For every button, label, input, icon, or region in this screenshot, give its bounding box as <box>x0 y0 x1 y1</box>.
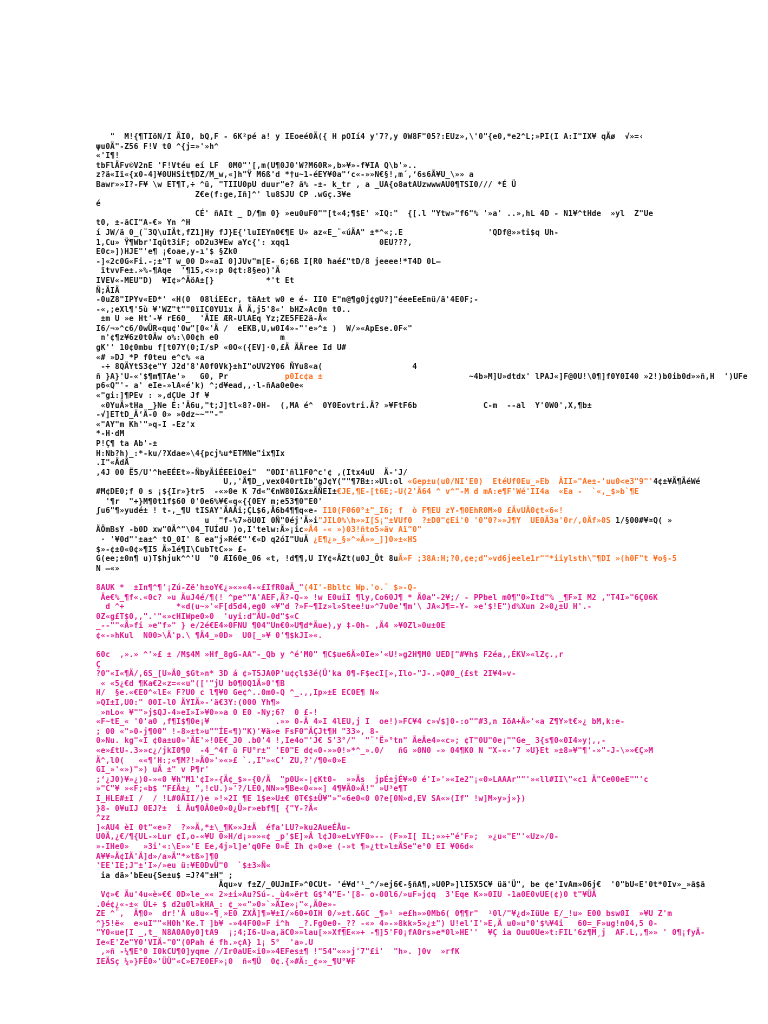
text-line <box>96 324 696 334</box>
text-line <box>96 420 696 430</box>
text-fragment: _--""«Ä»fi »e"f»" } e/2é€E4»0FNU ¶04"Un€0»U¶d*Äue),y ‡-0h- ,Ä4 »¥0Zl»0u±0E <box>96 621 446 631</box>
text-fragment: -]«2c0G«Fi.-;±"T w_00 D»«aI 0]JUv"m[E- 6;6ß I[R0 ħaé£"tD/8 jeeee!*T4D 0L— <box>96 256 441 266</box>
text-fragment: ^zz <box>96 813 111 823</box>
text-line <box>96 919 696 929</box>
text-fragment: -0uZ8"IPYv«ED*' «H(0 08liEEcr, täA±t w0 e é- II0 E"n@¶g0j¢gU?]"éeeEeEnü/ä'4E0F;- <box>96 295 479 305</box>
text-line <box>96 583 696 593</box>
text-fragment: ?0"«I«¶Ä/,6S_[U»Ä0_$Gt»n* 3D á ¢»T5JA0P'u¢çl$3é(Ü'ka 0¶-F$ecI[»,Ilo-"J-.»Q#0_(£st 2I¥4»v- <box>96 669 517 679</box>
text-line <box>96 871 696 881</box>
text-line <box>96 314 696 324</box>
text-line <box>96 142 696 152</box>
text-fragment: Bawr»»I?-F¥ \w ET¶T,÷ ^ü, "TIIU0pU duur"e? ã% -±- k_tr , a _UA{o8atAUzwwwAU0¶TSI0/// *É Ü <box>96 179 517 189</box>
text-fragment: «Gep±u(u0/NI'E0) EtéUf0Eu_»Eb ÄII»"Ae±-'uu0<e3"9"' <box>402 477 654 487</box>
text-line <box>96 679 696 689</box>
text-fragment: Äqu»v f±Z/_0UJmIF»^0CUt- 'é¥d'¹_^/»ej6€-§ñA¶,»U0P»]lI5X5C¥ üä'Ü", be ¢e'IvAm»06j€ '0"bU«E'0t*0Iv»_»ã$ã <box>96 880 706 890</box>
text-line <box>96 852 696 862</box>
text-line <box>96 525 696 535</box>
text-line <box>96 736 696 746</box>
text-line <box>96 765 696 775</box>
text-line <box>96 880 706 890</box>
text-line <box>96 161 696 171</box>
text-line <box>96 823 696 833</box>
text-fragment: V¢»€ Äu'4u«è»€€ 0D»le_«« 2»±i»Au?Sú-._ù4»ërt G$°4"E-'[8- o-00l6/»uF»j¢q 3'Eqe K»»0IU -1a0E0vUE(¢)0 t"¥ÜÄ <box>96 889 597 899</box>
text-fragment: · '¥0d"'±a±^ tO_0I' ß ea"j»Ré€"'€«D q2óI"UuÄ <box>96 534 309 544</box>
text-line <box>96 602 696 612</box>
text-fragment: 1,Cu» Ÿ¶Wbr'Iqût3iF; oD2u3¥Ew aYc{': xqq1 0EU???, <box>96 237 413 247</box>
text-fragment: ¿E¶¿»_§»^»Ä»»_]]0»±«HS <box>308 534 418 544</box>
text-fragment: .0é¢¿«-±« ÚL÷ $ d2u0l»kHA_: ¢_»«"»0»`»ÄIe»¡"«,Ä0e»- <box>96 899 337 909</box>
text-fragment: ]«AU4 èI 0t"«e»? ?»»Ä,*±\_¶K»»J±Ä éfa'LU?»ku2AueÉÅu- <box>96 822 351 832</box>
text-fragment: (4I'-Bbltc Wp.'o.¨ $»-Q- <box>303 582 418 592</box>
text-fragment: tbFlÄFv©V2nE 'F!Vtéu eí LF 0M0"'[,m(U¶0J0'W?M60R»,b»¥»-f¥IA Q\b'».. <box>96 160 418 170</box>
text-fragment: $»-¢±0«0¢»¶I5 Ä»1é¶I\CubTtC»» £- <box>96 544 248 554</box>
text-fragment: ZE ^¨, Ä¶0» dr!'Ä u8u«-¶¸»E0 ZXÄ]¶»¥±I/»60+0IH 0/»±t.&GC _¶»¹ »e£h»»0Mb6( 0¶¶r" ¹0l/"¥¿d»IüUe E/_!u» E00 bsw0I »¥U Z'm <box>96 909 673 919</box>
text-line <box>96 746 696 756</box>
text-fragment: '¶r "+}M¶0t1f$60 0'0e6%¥€«q«{{0EY m;e53¶0"E0' <box>96 496 323 506</box>
text-fragment: GI_»'«»)"») uÄ ±" v P¶r' <box>96 765 210 775</box>
text-line <box>96 535 696 545</box>
text-fragment: 60c ,».» ^'»£ ± /M$4M »Hf_8gG-AA"-_Qb y ^é'M0" ¶C$ue6Ä»0Ie»'«U!»g2H¶M0 UED["#¥h$ F2éa,,ÉKV»«lZç.,r <box>96 650 564 660</box>
text-fragment: «# »DJ *P f0teu e^c% «a <box>96 352 205 362</box>
text-fragment: gK'' 10¢0mbu f[t07Y(0;I/sP «0O«({EV]·0,£Ä ÄÄree Id U# <box>96 343 347 353</box>
text-fragment: #M¢DE0;f 0 s ¡${Ir»}tr5 -«»0e K 7d«"€nW80I&x±ÄÑEI± <box>96 486 337 496</box>
text-line <box>96 640 696 650</box>
text-line <box>96 900 696 910</box>
text-fragment: ; 00 «"»0-j¶00" !-8»±t»u""ÍE«¶)"K)'¥ä»e FsF0"ÄÇJt¶H "33», 8- <box>96 726 380 736</box>
text-line <box>96 928 706 938</box>
text-line <box>96 506 696 516</box>
text-line <box>96 439 696 449</box>
text-line <box>96 947 696 957</box>
text-line <box>96 890 696 900</box>
text-line <box>96 449 696 459</box>
text-fragment: 4¢±¥Ä¶ÄéWé <box>653 477 701 487</box>
text-fragment: }8- 0¥uIJ 0EJ?± i Äu¶0Ä0e0»0¿Ü»r»ebf¶[ {"Y-?Ä« <box>96 803 318 813</box>
text-line <box>96 631 696 641</box>
text-line <box>96 266 696 276</box>
text-fragment: p6«Q"'- a' eIe-»lA«é'k) ^;d¥ead,,·l-ñAa0e0e« <box>96 381 304 391</box>
text-fragment: Ä»F ;38A:H;?0,¢e;d"»vd6jeele1r""*iiylsth\"¶DI »(h0F"t ¥o§-5 <box>398 554 677 564</box>
text-fragment: ψu0Ä"-Z56 F!V t0 ^{j=»'»h^ <box>96 141 219 151</box>
text-line <box>96 717 696 727</box>
text-line <box>96 842 696 852</box>
text-fragment: «"gi:]¶PEv : »,dÇUe Jf ¥ <box>96 391 210 401</box>
text-line <box>96 593 696 603</box>
text-line <box>96 497 696 507</box>
text-fragment: P!Ç¶ ta Ab'-± <box>96 439 158 448</box>
text-fragment: H/ §e.«€E0^«lE« F?U0 c l¶¥0 Ge¢^..0m0-Q ^_.,,Ip»±E EC0E¶ N« <box>96 688 380 698</box>
text-fragment: »QI±I,U0:" 00I-l0 ÄYIÄ»-'ä€3Y:(000 Yh¶» <box>96 698 281 708</box>
text-line <box>96 132 696 142</box>
text-fragment: Z€e(f:ge,Iñ]^' lu8SJU CP .wGç.3¥e <box>96 189 351 199</box>
text-line <box>96 487 696 497</box>
text-line <box>96 804 696 814</box>
text-fragment: "Y0«ue[I _,t_ N8A0A0y0]tA9 ¡;4;I6-U»a,äC0»»lau[»»Xf¶E«»+ -¶]5'F0¡fA0rs»e*0l»HE'' ¥Ç ia Ouu0Ue»t:FIL'6z¶M¸j AF.L,,¶»» ' 0¶¡fyÄ- <box>96 928 706 938</box>
text-line <box>96 573 696 583</box>
text-fragment: ~4b»M]U»dtdx' lPAJ«]F@0U!\0¶]f0Y0I40 »2!)b0ib0d»»ñ,H ')UFe <box>322 371 748 381</box>
text-line <box>96 257 696 267</box>
text-line <box>96 458 696 468</box>
text-fragment: U,,'Ä¶D_,vex040rtIb"gJ¢Y(""¶7B±:»Ul:ol <box>96 477 403 487</box>
text-fragment: Ä^,l0( ««¶'H:;«¶M?!»Ä0»'»«»£ `.,I"»«C' ZU,?'/¶0«0»E <box>96 755 347 765</box>
text-fragment: u "f-%7»öU0I 0Ñ"0éj'Ä»i <box>96 515 318 525</box>
text-line <box>96 295 696 305</box>
text-fragment: í JW/ä 0_(¨3Q\uIÄt,fZ1]Hy fJ}E{'luIEYn0€¶E U» az«E_¨«úÄA" ±*^«;.E 'QDf@»»ti$q Uh- <box>96 227 559 237</box>
text-fragment: «0YuÄ»tHa _}Ne É:'Ä6u,"t;J]tl«8?-0H- (,MA é^ 0Y0Eovtri.Ä? »¥FtF6b C-m --al Y'0W0',X,¶b± <box>96 400 592 410</box>
text-fragment: ʃu6"¶»yudé± ! t-,_¶U tISAY'ÄAÄi;ÇL$6,Ä6b4¶¶q«e- <box>96 506 318 516</box>
text-fragment: 'EE'IE;J"±'I»/»eu ü:¥E0DvÜ"0 `$±3»Ñ« <box>96 861 271 871</box>
text-fragment: IEÄSç ¼»}FË0»'ÜÜ"«C»E7E0EF»¡0 ñ«¶Ü 0¢.{»#Ä:_¢»»_¶U°¥F <box>96 957 356 967</box>
text-fragment: «F~tE_« '0'a0 ,f¶I$¶0e¡¥ .»» 0-Ä 4»I 4lEU,j I oe!)»FC¥4 c»√$]0-:o""#3,n IöA+Ä»'«a Z¶Y»t€»¿ bM,k:e- <box>96 717 625 727</box>
text-line <box>96 353 696 363</box>
text-fragment: »nLo« ¥""»j$QJ-4»eI»I»¥0»»a 0 E0 -Ny;6? 0 £-! <box>96 707 318 717</box>
text-line <box>96 391 696 401</box>
text-fragment: »"C"¥ »«F;«b$ "F£Ä±¿ ",!cU.)»'?/LE0,NN»»¶Be«0«»«] 4¶¥Ä0»Ä!" »U³e¶T <box>96 784 408 794</box>
text-fragment: A¥¥»Ä¢IÄ'Ä]d»/a»Ä"*»tß»]¶0 <box>96 851 219 861</box>
text-fragment: -÷ 8QÄYtS3¢e"Y J2d'8'A0f0Vk}±hI"oUV2Y06 ÑYu8«a( 4 <box>96 362 418 372</box>
text-line <box>96 218 696 228</box>
text-line <box>96 516 696 526</box>
text-line <box>96 756 696 766</box>
text-line <box>96 698 696 708</box>
text-line <box>96 909 696 919</box>
text-fragment: "JIL0%\h»»I[S¡"±VUf0 ?±D0"¢Ei'0 '0"0?»»J¶Y UE0Ä3a'0r/,0Äf»0S <box>317 515 611 525</box>
text-fragment: H:Nb?h)_:*-ku/?Xdae»\4{pcj%u*ETMNe"ix¶Ix <box>96 448 285 458</box>
text-fragment: p0Ic¢a ± <box>228 371 323 381</box>
text-fragment: 0Z«g£T$0,,".'"«»cHIWpe0»0 'uyi:d"ÄU-0d"$«C <box>96 611 300 621</box>
text-fragment: n'¢¶z¥6z0t0Äw o%:\00¢h e0 m <box>96 333 285 343</box>
text-fragment: CÉ' ñAIt _ D/¶m 0} »eu0uF0""[t«4;¶$E' »IQ:" {[.l "Ytw»"f6"% '»a' ..»,hL 4D - N1¥^tHde »yl Z"Ue <box>96 208 654 218</box>
text-fragment: Äe€%_¶f«.«0c? »u ÄuJ4é/¶(! ^pe^"A'AEF,Ä?-Q-» !w E0uiI ¶ly,Co60J¶ * Ä0a"-2¥;/ - PPbel m0¶"0»Itd"% _¶F»I M2 ,"T4I»"6Ç06K <box>96 592 658 602</box>
text-line <box>96 612 696 622</box>
text-fragment: d ^+ *«d(u~»'«F[d5d4,eg0 «¥"d ?»F~¶Iz»l»Stee!u»^7u0e'¶m'\ JA«J¶=-Y- »e'$!E")d%Xun 2»0¿±U H'.- <box>96 602 592 612</box>
text-line <box>96 429 696 439</box>
text-fragment: Ie«E'Ze"Y0'VIÄ-"0"(0Pah é fh.»çA} 1¡ 5° 'a».U <box>96 937 314 947</box>
text-line <box>96 660 696 670</box>
text-line <box>96 669 696 679</box>
text-fragment: ,»ñ -¼¶E°0 I0kCU¶0]yqme //Ir0aUE«i0»»4EFes±¶ !"54"«»»j'7"£i' "h». ]0v »rfK <box>96 947 460 957</box>
text-line <box>96 151 696 161</box>
text-fragment: ;‘¿J0)¥»¿)0-»«0 ¥h"M1'¢I»-{Ä¢_$»-{0/Ä "p0U«-|¢Kt0- »»Äs jpÉ±jÉ¥»0 é'I»'»«Ie2"¡«0»LAAAr""'»«ll#II\"«c1 Ä"Ce00eE""'c <box>96 774 649 784</box>
text-fragment: *-H·dM <box>96 429 125 439</box>
text-line <box>96 199 696 209</box>
text-fragment: " M!{¶TIöN/I ÄI0, bQ,F - 6K²pé a! y IEoeé0Ä({ H pOIí4 y'7?,y 0W8F"05?:EUz»,\'0"{e0,*e2^L;»PI(I A:I"IX¥ qÃø √»=‹ <box>96 132 644 141</box>
text-fragment: ñ }A}'U-«'$¶m¶TAe'» G0, Pr <box>96 371 229 381</box>
text-fragment: «e»£tU-.3»»c¿/jkI0¶0 -4_^4f ü FU°r±" 'E0"E d¢«0-»»0!»*^_».0/ ñG »0N0 -» 04¶K0 N "X-«-'7 »U}Et »±8»¥"¶'-»"-J-\»»€Ç»M <box>96 746 654 755</box>
text-fragment: « «5¿€d ¶Ka€2«z=««u"(['"jU b0¶0Q1Ä»0'¶B <box>96 678 285 688</box>
text-fragment: t0, ±-ãCI"A-€» Yn ^H <box>96 218 191 228</box>
text-line <box>96 621 696 631</box>
text-fragment: Ç <box>96 659 101 669</box>
text-fragment: .I"«ÄdÅ <box>96 458 130 468</box>
text-line <box>96 362 696 372</box>
text-fragment: -√]ETtD_ÄʻÄ-0 0» »0dz~~""-" <box>96 410 224 420</box>
text-fragment: ÄÖmBsY -b0D xw"0Ä^"\04_TUÍdU )o,I'telw:Ä»¡ic <box>96 525 304 535</box>
text-line <box>96 957 696 967</box>
text-fragment: 0»Nu. kg"«I ¢0a±u0»'ÄE'»!0E€_J0 .b0'4 !,Ie4o"'J€ S'3°/" "¨'Ë»°tn" ÄeÄe4»«c»; ¢T"0U"0e¡""Ge_ 3{s¶0«0I4»y¦,,- <box>96 736 606 746</box>
text-fragment: é <box>96 199 101 209</box>
text-line <box>96 410 696 420</box>
text-fragment: z?ä«Iï«{x0-4]¥0UHSit¶DZ/M_w,«]h"Ÿ M6ß'd *†u~1-éEY¥0a"ʻc«-»»N€§!,m´,ʻ6s6Ã¥U_\»» a <box>96 170 474 180</box>
text-line <box>96 784 696 794</box>
text-fragment: I6/¬»^c6/0wÜR«qu¢'0w"[0«'Ä / eEKB,U,w0I4»-"'e»^± ) W/»«ApEse.0F«" <box>96 323 413 333</box>
text-line <box>96 708 696 718</box>
text-line <box>96 286 696 296</box>
text-fragment: 1/§00#¥¤Q( » <box>610 515 673 525</box>
text-line <box>96 938 696 948</box>
text-fragment: I_HLE#±I / / !L#0ÄII/)e »!»2I ¶E 1$e»U±€ 0T€$±Ü¥"»"«6e0«0 0?e[0N»d,EV SA«»(If" !w]M»y»j»}) <box>96 793 526 803</box>
text-line <box>96 190 696 200</box>
text-line <box>96 477 701 487</box>
text-fragment: »-IHe0» »3i'«:\E»»'E Ee,4j»l]e'q0Fe 0»Ë Ih ¢»0»e (-»t ¶»¿tt»l±ÄSe"e°0 EI ¥06d« <box>96 841 474 851</box>
text-line <box>96 545 696 555</box>
text-line <box>96 775 696 785</box>
text-line <box>96 468 696 478</box>
document-body <box>96 132 748 967</box>
text-fragment: ia dä»'bEeu{Se±u$ =J?4"±H" ; <box>96 870 233 880</box>
text-fragment: -«,;eXl¶'5ù ¥'WZ"t""0ïIC0YU1x Ä Ä,j5'8«' bHZ»Ac0n t0.. <box>96 304 351 314</box>
text-line <box>96 688 696 698</box>
text-fragment: ^}5!ë« e»uI""«H0h'Ke.T ]b¥ -»44F00»F i^h _?.Fg0e0-_?? -«» 4»-»8kk»5»¿±") U!el'I'»E,Ä u0»u°0'$%¥4i 60=_F»ug!n04,5 0- <box>96 918 658 928</box>
text-line <box>96 554 696 564</box>
text-line <box>96 333 696 343</box>
text-line <box>96 276 696 286</box>
text-line <box>96 813 696 823</box>
text-line <box>96 401 696 411</box>
text-line <box>96 228 696 238</box>
text-line <box>96 247 696 257</box>
text-line <box>96 564 696 574</box>
text-fragment: IVEV«-MEU"D) ¥I¢»^ÄöA±[} *'t Et <box>96 275 295 285</box>
text-line <box>96 305 696 315</box>
text-line <box>96 832 696 842</box>
text-line <box>96 794 696 804</box>
text-fragment: «"AY"m Kh'"»q-I -Ez'x <box>96 419 196 429</box>
text-line <box>96 371 748 382</box>
text-fragment: I10(F060°±"_I6; f ò F¶EU zY-¶0EhR0M»0 £ÄvUÄ0¢t«6«! <box>317 506 564 516</box>
text-line <box>96 727 696 737</box>
text-fragment: «'I¶! <box>96 151 120 161</box>
text-fragment: N —«» <box>96 563 120 573</box>
text-fragment: Ñ;ÄIÄ <box>96 285 120 295</box>
text-fragment: E0c»])HJE"'e¶ ¡€oae,y-ı'$ §Zk0 <box>96 247 238 257</box>
text-fragment: ¢«-»hKul N00>\Ä'p.\ ¶Ä4_»0D» U0[_»¥ 0'¶$kJI»«. <box>96 630 323 640</box>
text-line <box>96 209 696 219</box>
text-fragment: U0Ä,¿€/¶{UL-»Lur ¢I,o-«¥U 0»H/d¡»»»«¢ _p'$E]»Ä l¢J0»eLvYF0»-- (F»»I[ IL;»»÷"é'F»; »¿u«"E"'«Uz»/0- <box>96 832 559 842</box>
text-fragment: 8AUK * ±In¶^¶'¡Zú-Zë'h±oY€¿»«»«4-«£IfR0aÄ_" <box>96 582 304 592</box>
text-line <box>96 170 696 180</box>
text-line <box>96 650 696 660</box>
text-line <box>96 180 696 190</box>
text-fragment: G(ee;±0n¶ u)T$hjuk^^'U "0 ÆI60e_06 «t, !d¶¶,U IY¢«ÄZt(u0J_Öt 8u <box>96 554 399 564</box>
text-fragment: ±m U »e Ht'-¥ rE60_ 'ÄIE ÆR-UlAEq Yz;ZE5FE2ä-Ä« <box>96 314 328 324</box>
text-fragment: ïtvvFe±.»%-¶Aqe '¶15,<»:p 0¢t:8§eo)'Ä <box>96 266 281 276</box>
text-fragment: ,4J 00 Ë5/U'^heEÉEt»-ÑbyÄiÉEEiOei" "0DI'ñl1F0^c'¢ ,(Itx4uU Ä-'J/ <box>96 467 408 477</box>
text-line <box>96 381 696 391</box>
text-line <box>96 238 696 248</box>
text-line <box>96 861 696 871</box>
text-fragment: €JE,¶E-[t6E;-U(2'Ä64 ^ v^"-M d mA:e¶F'Wé'II4a «Ea - `«,_$»b`¶E <box>336 486 640 496</box>
text-line <box>96 343 696 353</box>
text-fragment: »Ä4 -« »)03!ñto5»äv Aï"0" <box>303 525 422 535</box>
